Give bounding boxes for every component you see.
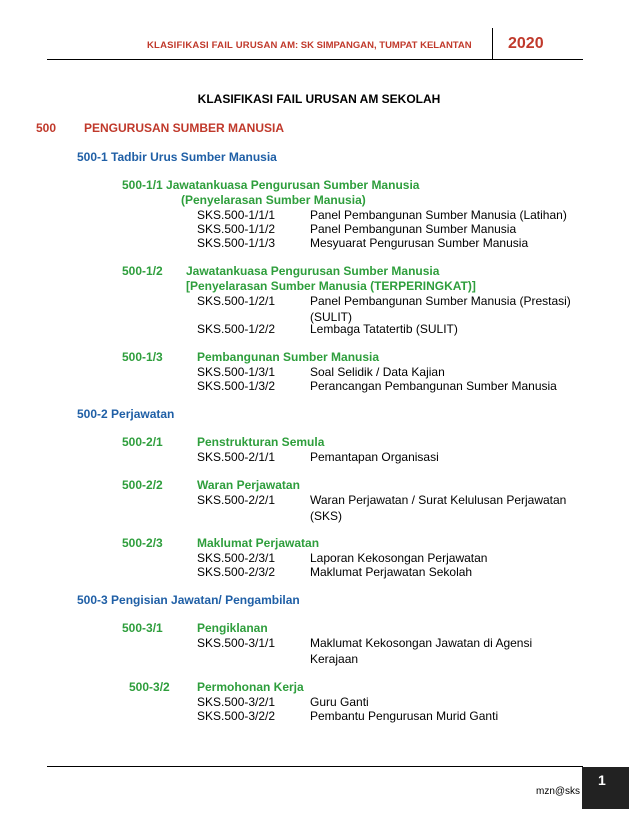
group-500-1-1-subheading: (Penyelarasan Sumber Manusia) <box>181 193 366 207</box>
file-description: Panel Pembangunan Sumber Manusia <box>310 222 517 236</box>
file-code: SKS.500-2/3/2 <box>197 565 276 579</box>
group-500-1-2-code: 500-1/2 <box>122 264 163 278</box>
group-500-3-2-code: 500-3/2 <box>129 680 170 694</box>
header-school-name: : SK SIMPANGAN, TUMPAT KELANTAN <box>295 40 472 51</box>
file-code: SKS.500-1/3/2 <box>197 379 276 393</box>
page-number: 1 <box>598 772 606 788</box>
group-500-1-2-heading: Jawatankuasa Pengurusan Sumber Manusia <box>186 264 440 278</box>
group-500-2-1-heading: Penstrukturan Semula <box>197 435 325 449</box>
group-500-1-2-subheading: [Penyelarasan Sumber Manusia (TERPERINGKAT)] <box>186 279 476 293</box>
group-500-2-2-heading: Waran Perjawatan <box>197 478 300 492</box>
file-code: SKS.500-3/2/1 <box>197 695 276 709</box>
file-code: SKS.500-2/2/1 <box>197 493 276 507</box>
group-500-2-1-code: 500-2/1 <box>122 435 163 449</box>
group-500-2-3-heading: Maklumat Perjawatan <box>197 536 320 550</box>
group-500-2-2-code: 500-2/2 <box>122 478 163 492</box>
file-code: SKS.500-1/2/1 <box>197 294 276 308</box>
file-description: Lembaga Tatatertib (SULIT) <box>310 322 458 336</box>
section-label: PENGURUSAN SUMBER MANUSIA <box>84 121 285 135</box>
header-year: 2020 <box>508 35 544 52</box>
file-description: Pemantapan Organisasi <box>310 450 439 464</box>
subsection-500-3-heading: 500-3 Pengisian Jawatan/ Pengambilan <box>77 593 300 607</box>
file-description: Maklumat Kekosongan Jawatan di Agensi Kerajaan <box>310 636 533 666</box>
file-description: Soal Selidik / Data Kajian <box>310 365 445 379</box>
file-description: Panel Pembangunan Sumber Manusia (Latihan) <box>310 208 567 222</box>
file-description: Guru Ganti <box>310 695 369 709</box>
file-description: Pembantu Pengurusan Murid Ganti <box>310 709 499 723</box>
footer-author: mzn@sks <box>536 786 581 797</box>
file-code: SKS.500-2/1/1 <box>197 450 276 464</box>
header-divider <box>492 28 493 60</box>
file-code: SKS.500-3/2/2 <box>197 709 276 723</box>
file-code: SKS.500-2/3/1 <box>197 551 276 565</box>
group-500-2-3-code: 500-2/3 <box>122 536 163 550</box>
file-description: Perancangan Pembangunan Sumber Manusia <box>310 379 557 393</box>
file-description: Maklumat Perjawatan Sekolah <box>310 565 473 579</box>
page-title: KLASIFIKASI FAIL URUSAN AM SEKOLAH <box>197 92 441 106</box>
group-500-1-3-code: 500-1/3 <box>122 350 163 364</box>
group-500-3-1-code: 500-3/1 <box>122 621 163 635</box>
file-code: SKS.500-1/1/2 <box>197 222 276 236</box>
subsection-500-2-heading: 500-2 Perjawatan <box>77 407 175 421</box>
group-500-3-2-heading: Permohonan Kerja <box>197 680 304 694</box>
header-doc-title: KLASIFIKASI FAIL URUSAN AM <box>147 40 296 51</box>
header-rule <box>47 59 583 60</box>
file-code: SKS.500-1/1/1 <box>197 208 276 222</box>
file-code: SKS.500-1/1/3 <box>197 236 276 250</box>
file-code: SKS.500-1/3/1 <box>197 365 276 379</box>
footer-rule <box>47 766 583 767</box>
file-code: SKS.500-3/1/1 <box>197 636 276 650</box>
group-500-1-3-heading: Pembangunan Sumber Manusia <box>197 350 380 364</box>
group-500-3-1-heading: Pengiklanan <box>197 621 268 635</box>
section-code: 500 <box>36 121 57 135</box>
file-description: Mesyuarat Pengurusan Sumber Manusia <box>310 236 529 250</box>
file-description: Waran Perjawatan / Surat Kelulusan Perjawatan (SKS) <box>310 493 567 523</box>
file-code: SKS.500-1/2/2 <box>197 322 276 336</box>
group-500-1-1-heading: 500-1/1 Jawatankuasa Pengurusan Sumber Manusia <box>122 178 420 192</box>
file-description: Laporan Kekosongan Perjawatan <box>310 551 488 565</box>
subsection-500-1-heading: 500-1 Tadbir Urus Sumber Manusia <box>77 150 277 164</box>
file-description: Panel Pembangunan Sumber Manusia (Prestasi) (SULIT) <box>310 294 571 324</box>
